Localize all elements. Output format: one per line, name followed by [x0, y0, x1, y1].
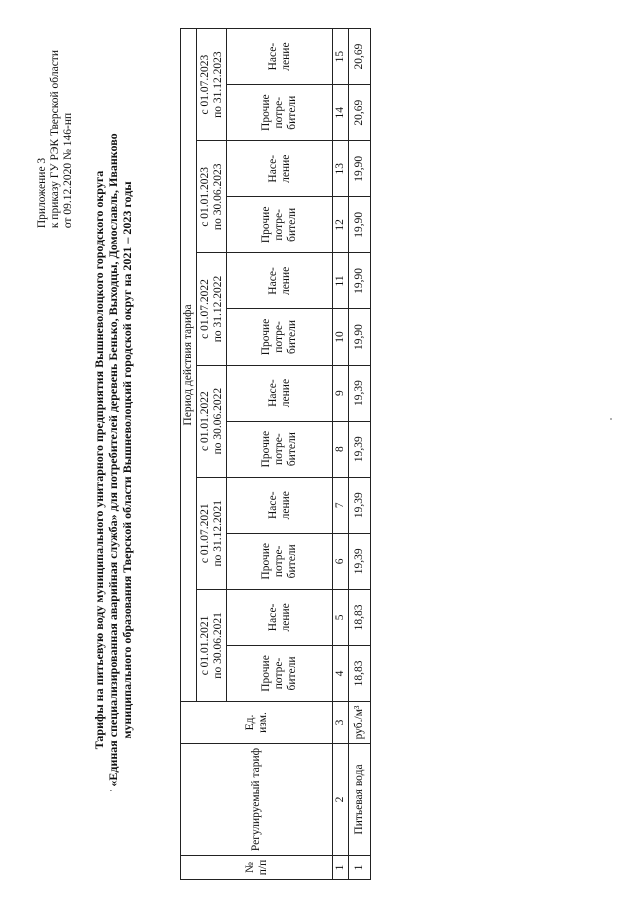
period-5-from: с 01.01.2023: [198, 166, 211, 227]
col-number: 12: [333, 197, 349, 253]
tariff-value: 19,39: [349, 421, 371, 477]
col-number: 10: [333, 309, 349, 365]
document-title: [92, 20, 134, 900]
col-number: 2: [333, 744, 349, 856]
sub-other-1: Прочие потре- бители: [227, 645, 333, 701]
col-number: 3: [333, 702, 349, 744]
tariff-value: 18,83: [349, 589, 371, 645]
sub-other-6: Прочие потре- бители: [227, 85, 333, 141]
period-3: [197, 365, 227, 477]
col-number: 5: [333, 589, 349, 645]
title-line-3: муниципального образования Тверской области Вышневолоцкий городской округ на 2021 – 2023 годы: [120, 181, 134, 739]
period-3-to: по 30.06.2022: [211, 387, 224, 455]
tariff-value: 20,69: [349, 85, 371, 141]
tariff-value: 18,83: [349, 645, 371, 701]
sub-other-4: Прочие потре- бители: [227, 309, 333, 365]
col-number: 13: [333, 141, 349, 197]
period-6-to: по 31.12.2023: [211, 51, 224, 118]
col-number: 14: [333, 85, 349, 141]
period-2-from: с 01.07.2021: [198, 503, 211, 564]
tariff-value: 19,39: [349, 365, 371, 421]
tariff-value: 20,69: [349, 29, 371, 85]
row-num: 1: [349, 856, 371, 880]
period-4-to: по 31.12.2022: [211, 275, 224, 343]
period-2: [197, 477, 227, 589]
title-line-2: «Единая специализированная аварийная служба» для потребителей деревень Бенько, Выходцы, Домославль, Иванково: [106, 133, 120, 787]
col-number: 7: [333, 477, 349, 533]
period-1-from: с 01.01.2021: [198, 615, 211, 676]
tariff-value: 19,90: [349, 197, 371, 253]
period-2-to: по 31.12.2021: [211, 500, 224, 567]
tariff-value: 19,90: [349, 253, 371, 309]
sub-population-4: Насе- ление: [227, 253, 333, 309]
header-period: Период действия тарифа: [181, 29, 197, 702]
sub-other-5: Прочие потре- бители: [227, 197, 333, 253]
period-6-from: с 01.07.2023: [198, 54, 211, 115]
appendix-note: [36, 50, 75, 228]
sub-population-5: Насе- ление: [227, 141, 333, 197]
period-4: [197, 253, 227, 365]
sub-other-2: Прочие потре- бители: [227, 533, 333, 589]
period-1: [197, 589, 227, 701]
col-number: 4: [333, 645, 349, 701]
col-number: 15: [333, 29, 349, 85]
period-5: [197, 141, 227, 253]
header-tariff: Регулируемый тариф: [181, 744, 333, 856]
col-number: 1: [333, 856, 349, 880]
col-number: 9: [333, 365, 349, 421]
period-5-to: по 30.06.2023: [211, 163, 224, 231]
sub-other-3: Прочие потре- бители: [227, 421, 333, 477]
period-6: [197, 29, 227, 141]
appendix-line-3: от 09.12.2020 № 146-нп: [62, 112, 74, 229]
sub-population-6: Насе- ление: [227, 29, 333, 85]
col-number: 8: [333, 421, 349, 477]
appendix-line-2: к приказу ГУ РЭК Тверской области: [49, 50, 61, 229]
column-number-row: [333, 29, 349, 880]
sub-population-1: Насе- ление: [227, 589, 333, 645]
document-page: [0, 20, 639, 900]
period-3-from: с 01.01.2022: [198, 391, 211, 451]
row-unit: руб./м³: [349, 702, 371, 744]
col-number: 11: [333, 253, 349, 309]
table-row: [349, 29, 371, 880]
header-unit: Ед. изм.: [181, 702, 333, 744]
tariff-value: 19,39: [349, 477, 371, 533]
sub-population-2: Насе- ление: [227, 477, 333, 533]
tariff-value: 19,90: [349, 309, 371, 365]
row-name: Питьевая вода: [349, 744, 371, 856]
col-number: 6: [333, 533, 349, 589]
tariff-value: 19,90: [349, 141, 371, 197]
header-num: № п/п: [181, 856, 333, 880]
period-4-from: с 01.07.2022: [198, 279, 211, 339]
stray-mark: ·: [106, 789, 116, 792]
scan-speck: [610, 418, 612, 420]
tariff-table: [180, 28, 371, 880]
title-line-1: Тарифы на питьевую воду муниципального унитарного предприятия Вышневолоцкого городского округа: [92, 170, 106, 750]
appendix-line-1: Приложение 3: [36, 157, 48, 229]
sub-population-3: Насе- ление: [227, 365, 333, 421]
period-1-to: по 30.06.2021: [211, 612, 224, 679]
tariff-value: 19,39: [349, 533, 371, 589]
